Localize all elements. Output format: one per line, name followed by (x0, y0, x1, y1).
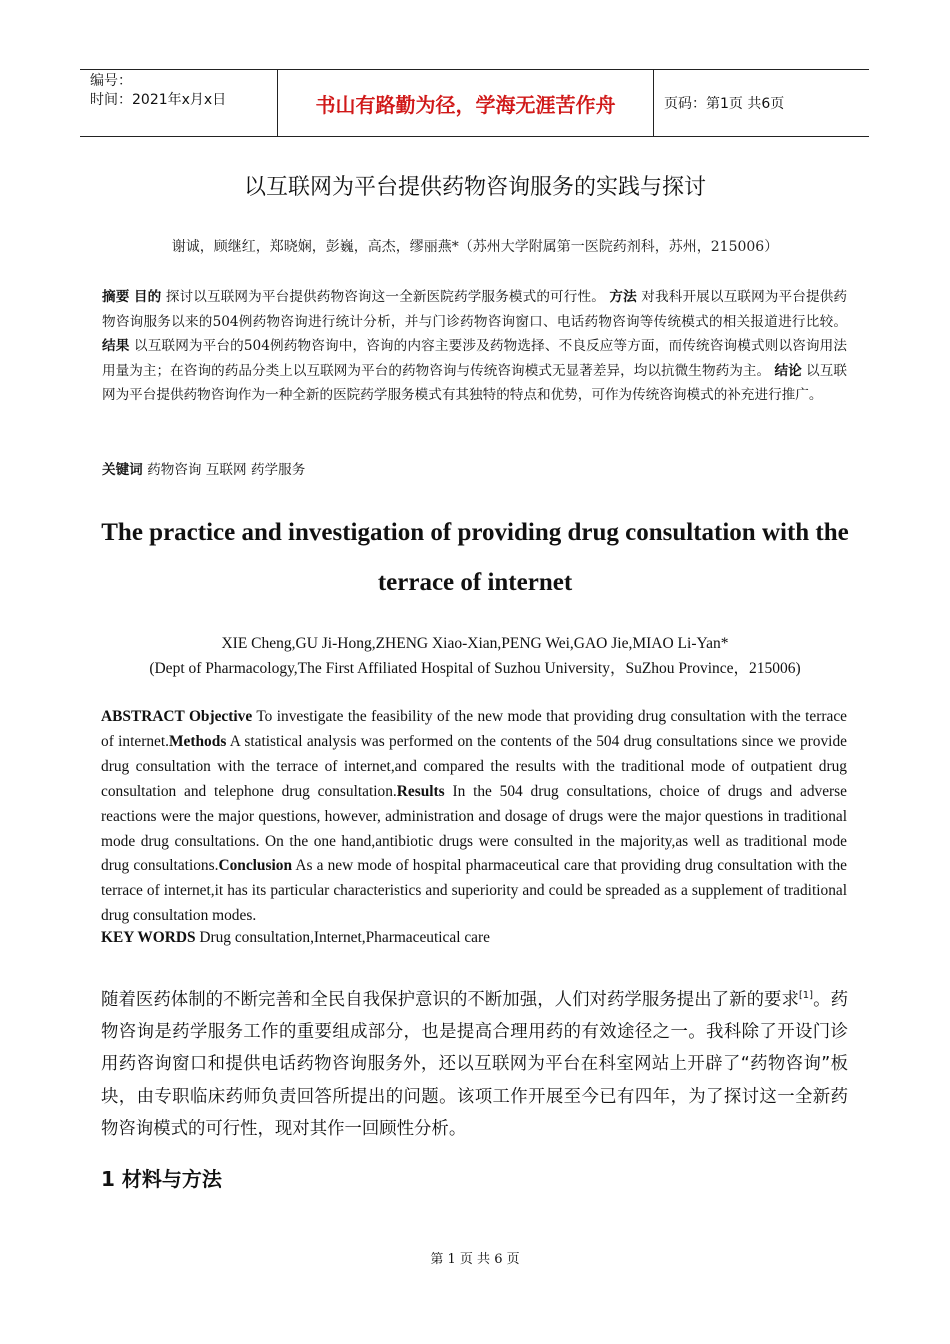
keywords-en-label: KEY WORDS (101, 929, 196, 946)
keywords-cn-text: 药物咨询 互联网 药学服务 (147, 462, 306, 478)
title-cn: 以互联网为平台提供药物咨询服务的实践与探讨 (243, 175, 706, 200)
methods-cn-text: 对我科开展以互联网为平台提供药物咨询服务以来的504例药物咨询进行统计分析，并与门诊药物咨询窗口、电话药物咨询等传统模式的相关报道进行比较。 (102, 289, 848, 330)
header-motto: 书山有路勤为径，学海无涯苦作舟 (278, 70, 654, 136)
objective-cn-label: 目的 (133, 289, 162, 305)
section-heading: 1 材料与方法 (101, 1167, 222, 1191)
results-en-text: In the 504 drug consultations, choice of drugs and adverse reactions were the major questions, however, administration and dosage of drugs were the major questions in traditional mode drug consultations. On the one hand,antibiotic drugs were consulted in the majority,as well as traditional mode drug consultations. (101, 782, 847, 875)
objective-en-text: To investigate the feasibility of the new mode that providing drug consultation with the terrace of internet. (101, 708, 847, 750)
page-header (80, 69, 869, 137)
authors-en: XIE Cheng,GU Ji-Hong,ZHENG Xiao-Xian,PENG Wei,GAO Jie,MIAO Li-Yan* (221, 635, 729, 652)
objective-cn-text: 探讨以互联网为平台提供药物咨询这一全新医院药学服务模式的可行性。 (165, 289, 605, 305)
number-label: 编号： (90, 73, 132, 89)
conclusion-cn-label: 结论 (774, 362, 802, 379)
header-meta (80, 70, 278, 136)
abstract-en (101, 705, 847, 929)
header-page-info: 页码：第1页 共6页 (664, 96, 785, 112)
methods-cn-label: 方法 (609, 289, 637, 305)
title-en: The practice and investigation of providing drug consultation with the terrace of internet (101, 519, 849, 596)
methods-en-text: A statistical analysis was performed on the contents of the 504 drug consultations since we provide drug consultation with the terrace of internet,and compared the results with the traditional mode of outpatient drug consultation and telephone drug consultation. (101, 732, 847, 800)
body-paragraph (101, 980, 848, 1145)
conclusion-cn-text: 以互联网为平台提供药物咨询作为一种全新的医院药学服务模式有其独特的特点和优势，可作为传统咨询模式的补充进行推广。 (102, 362, 848, 403)
results-cn-text: 以互联网为平台的504例药物咨询中，咨询的内容主要涉及药物选择、不良反应等方面，而传统咨询模式则以咨询用法用量为主；在咨询的药品分类上以互联网为平台的药物咨询与传统咨询模式无显著差异，均以抗微生物药为主。 (102, 338, 847, 379)
authors-en-block (0, 631, 950, 681)
date-line: 时间：2021年x月x日 (90, 92, 227, 108)
abstract-cn (102, 285, 847, 408)
abstract-cn-label: 摘要 (102, 289, 130, 305)
reference-marker: [1] (798, 990, 814, 1001)
keywords-en-text: Drug consultation,Internet,Pharmaceutical care (195, 929, 490, 946)
affiliation-en: (Dept of Pharmacology,The First Affiliated Hospital of Suzhou University，SuZhou Province，215006) (149, 660, 801, 677)
body-text-1: 随着医药体制的不断完善和全民自我保护意识的不断加强，人们对药学服务提出了新的要求 (101, 989, 799, 1010)
conclusion-en-text: As a new mode of hospital pharmaceutical care that providing drug consultation with the terrace of internet,it has its particular characteristics and superiority and could be spreaded as a supplement of traditional drug consultation modes. (101, 857, 847, 925)
authors-cn: 谢诚，顾继红，郑晓娴，彭巍，高杰，缪丽燕*（苏州大学附属第一医院药剂科，苏州，215006） (171, 239, 779, 255)
body-text-2: 。药物咨询是药学服务工作的重要组成部分，也是提高合理用药的有效途径之一。我科除了开设门诊用药咨询窗口和提供电话药物咨询服务外，还以互联网为平台在科室网站上开辟了“药物咨询”板块，由专职临床药师负责回答所提出的问题。该项工作开展至今已有四年，为了探讨这一全新药物咨询模式的可行性，现对其作一回顾性分析。 (101, 989, 848, 1139)
results-en-label: Results (396, 782, 445, 800)
results-cn-label: 结果 (102, 338, 130, 354)
keywords-cn (102, 458, 305, 478)
abstract-en-label: ABSTRACT Objective (101, 708, 253, 725)
keywords-cn-label: 关键词 (102, 462, 143, 478)
conclusion-en-label: Conclusion (218, 857, 293, 875)
keywords-en (101, 929, 490, 947)
page-footer: 第 1 页 共 6 页 (430, 1252, 520, 1267)
methods-en-label: Methods (169, 732, 227, 750)
